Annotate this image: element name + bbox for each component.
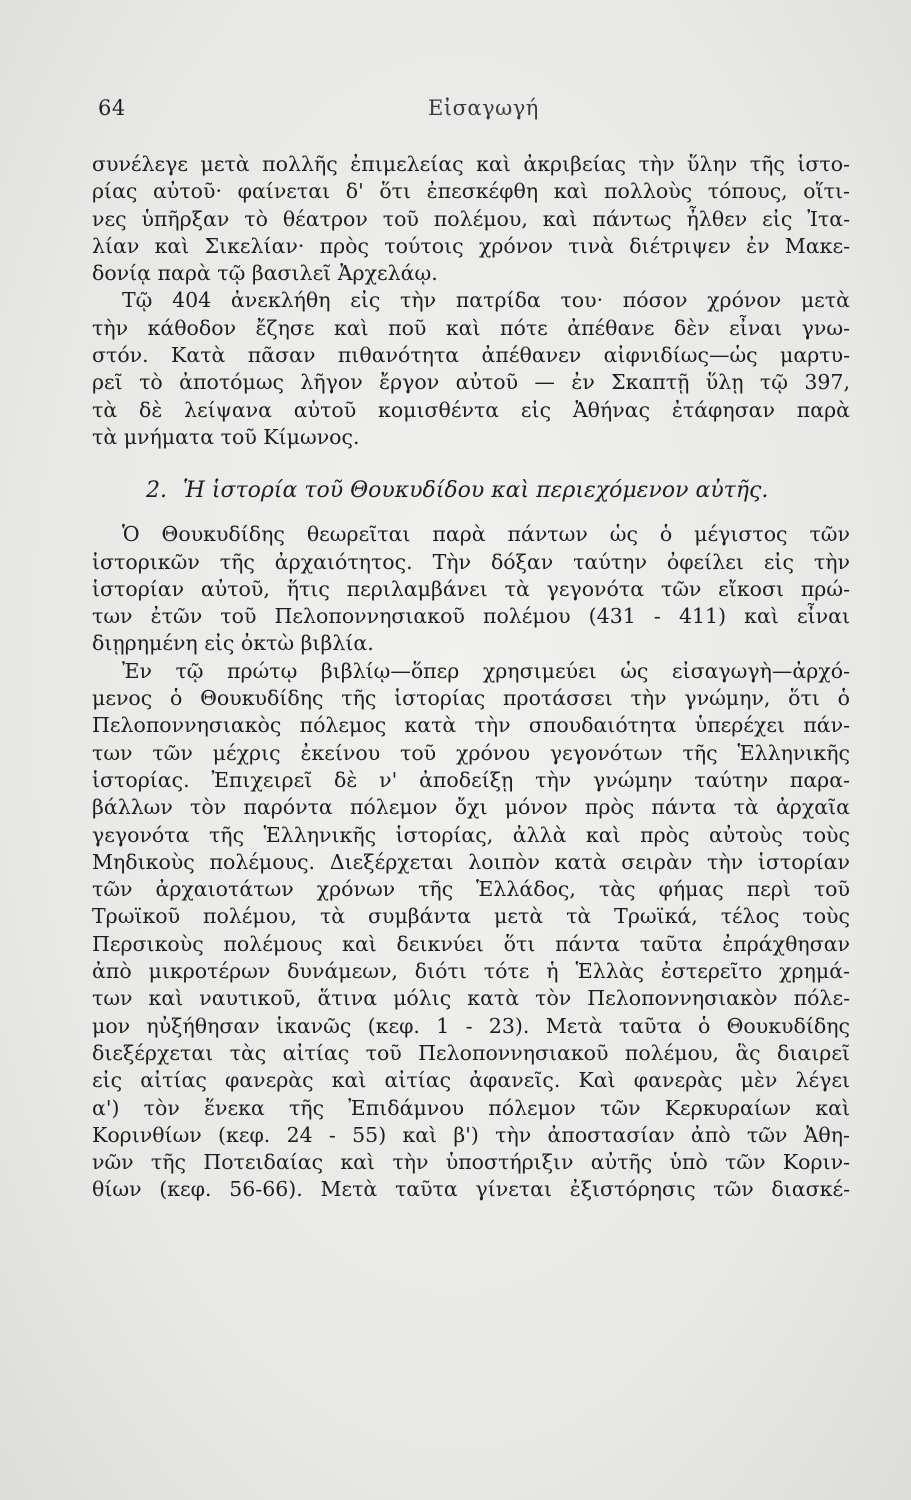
text-line: εἰς αἰτίας φανερὰς καὶ αἰτίας ἀφανεῖς. Καὶ φανερὰς μὲν λέγει — [92, 1068, 850, 1093]
running-title: Εἰσαγωγή — [428, 96, 539, 120]
text-line: των ἐτῶν τοῦ Πελοποννησιακοῦ πολέμου (431 - 411) καὶ εἶναι — [92, 604, 850, 629]
text-line: ἱστορίαν αὐτοῦ, ἥτις περιλαμβάνει τὰ γεγονότα τῶν εἴκοσι πρώ- — [92, 576, 850, 601]
section-number: 2. — [146, 478, 167, 504]
text-line: δονίᾳ παρὰ τῷ βασιλεῖ Ἀρχελάῳ. — [92, 261, 438, 286]
section-heading — [92, 475, 850, 507]
page-number: 64 — [98, 96, 126, 120]
text-line: των τῶν μέχρις ἐκείνου τοῦ χρόνου γεγονότων τῆς Ἑλληνικῆς — [92, 740, 850, 765]
text-line: τὰ δὲ λείψανα αὐτοῦ κομισθέντα εἰς Ἀθήνας ἐτάφησαν παρὰ — [92, 397, 850, 422]
text-line: Ἐν τῷ πρώτῳ βιβλίῳ—ὅπερ χρησιμεύει ὡς εἰσαγωγὴ—ἀρχό- — [122, 658, 850, 683]
text-line: ἱστορίας. Ἐπιχειρεῖ δὲ ν' ἀποδείξῃ τὴν γνώμην ταύτην παρα- — [92, 767, 850, 792]
paragraph-4 — [92, 658, 850, 1204]
text-line: θίων (κεφ. 56-66). Μετὰ ταῦτα γίνεται ἐξιστόρησις τῶν διασκέ- — [92, 1177, 850, 1202]
body-text — [92, 151, 850, 1204]
text-line: Τῷ 404 ἀνεκλήθη εἰς τὴν πατρίδα του· πόσον χρόνον μετὰ — [122, 288, 850, 313]
text-line: τὴν κάθοδον ἔζησε καὶ ποῦ καὶ πότε ἀπέθανε δὲν εἶναι γνω- — [92, 315, 850, 340]
section-title: Ἡ ἱστορία τοῦ Θουκυδίδου καὶ περιεχόμενον αὐτῆς. — [183, 478, 769, 504]
text-line: νῶν τῆς Ποτειδαίας καὶ τὴν ὑποστήριξιν αὐτῆς ὑπὸ τῶν Κοριν- — [92, 1150, 850, 1175]
text-line: ρεῖ τὸ ἀποτόμως λῆγον ἔργον αὐτοῦ — ἐν Σκαπτῇ ὕλῃ τῷ 397, — [92, 370, 850, 395]
text-line: συνέλεγε μετὰ πολλῆς ἐπιμελείας καὶ ἀκριβείας τὴν ὕλην τῆς ἱστο- — [92, 152, 850, 176]
text-line: Τρωϊκοῦ πολέμου, τὰ συμβάντα μετὰ τὰ Τρωϊκά, τέλος τοὺς — [92, 904, 850, 929]
text-line: Μηδικοὺς πολέμους. Διεξέρχεται λοιπὸν κατὰ σειρὰν τὴν ἱστορίαν — [92, 849, 850, 874]
text-line: τὰ μνήματα τοῦ Κίμωνος. — [92, 424, 360, 449]
paragraph-2 — [92, 287, 850, 451]
running-head — [98, 96, 850, 128]
text-line: Πελοποννησιακὸς πόλεμος κατὰ τὴν σπουδαιότητα ὑπερέχει πάν- — [92, 713, 850, 738]
text-line: α') τὸν ἕνεκα τῆς Ἐπιδάμνου πόλεμον τῶν Κερκυραίων καὶ — [92, 1095, 850, 1120]
paragraph-3 — [92, 521, 850, 657]
text-line: τῶν ἀρχαιοτάτων χρόνων τῆς Ἑλλάδος, τὰς φήμας περὶ τοῦ — [92, 877, 850, 902]
text-line: λίαν καὶ Σικελίαν· πρὸς τούτοις χρόνον τινὰ διέτριψεν ἐν Μακε- — [92, 233, 850, 258]
text-line: των καὶ ναυτικοῦ, ἅτινα μόλις κατὰ τὸν Πελοποννησιακὸν πόλε- — [92, 986, 850, 1011]
text-line: βάλλων τὸν παρόντα πόλεμον ὄχι μόνον πρὸς πάντα τὰ ἀρχαῖα — [92, 795, 850, 820]
text-line: νες ὑπῆρξαν τὸ θέατρον τοῦ πολέμου, καὶ πάντως ἦλθεν εἰς Ἰτα- — [92, 206, 850, 231]
text-line: διεξέρχεται τὰς αἰτίας τοῦ Πελοποννησιακοῦ πολέμου, ἃς διαιρεῖ — [92, 1040, 850, 1065]
paragraph-1 — [92, 151, 850, 287]
text-line: μενος ὁ Θουκυδίδης τῆς ἱστορίας προτάσσει τὴν γνώμην, ὅτι ὁ — [92, 686, 850, 711]
text-line: διῃρημένη εἰς ὀκτὼ βιβλία. — [92, 631, 374, 656]
text-line: ρίας αὐτοῦ· φαίνεται δ' ὅτι ἐπεσκέφθη καὶ πολλοὺς τόπους, οἵτι- — [92, 179, 850, 204]
text-line: Ὁ Θουκυδίδης θεωρεῖται παρὰ πάντων ὡς ὁ μέγιστος τῶν — [122, 522, 850, 547]
text-line: Κορινθίων (κεφ. 24 - 55) καὶ β') τὴν ἀποστασίαν ἀπὸ τῶν Ἀθη- — [92, 1122, 850, 1147]
text-line: ἀπὸ μικροτέρων δυνάμεων, διότι τότε ἡ Ἑλλὰς ἐστερεῖτο χρημά- — [92, 959, 850, 984]
text-line: Περσικοὺς πολέμους καὶ δεικνύει ὅτι πάντα ταῦτα ἐπράχθησαν — [92, 931, 850, 956]
text-line: γεγονότα τῆς Ἑλληνικῆς ἱστορίας, ἀλλὰ καὶ πρὸς αὐτοὺς τοὺς — [92, 822, 850, 847]
text-line: στόν. Κατὰ πᾶσαν πιθανότητα ἀπέθανεν αἰφνιδίως—ὡς μαρτυ- — [92, 343, 850, 368]
text-line: μον ηὐξήθησαν ἱκανῶς (κεφ. 1 - 23). Μετὰ ταῦτα ὁ Θουκυδίδης — [92, 1013, 850, 1038]
text-line: ἱστορικῶν τῆς ἀρχαιότητος. Τὴν δόξαν ταύτην ὀφείλει εἰς τὴν — [92, 549, 850, 574]
